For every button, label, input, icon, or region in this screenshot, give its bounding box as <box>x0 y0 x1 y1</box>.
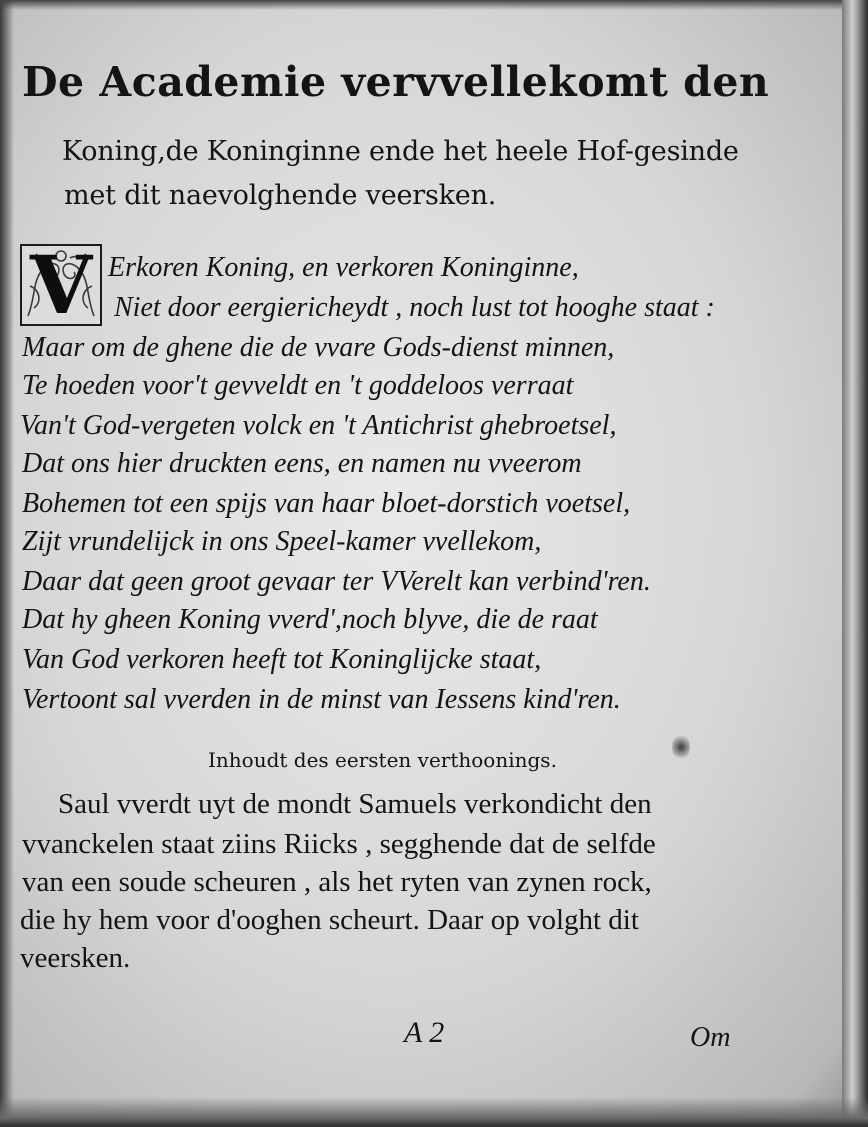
page-top-edge <box>0 0 868 10</box>
prose-line-3: van een soude scheuren , als het ryten van zynen rock, <box>22 866 652 898</box>
verse-line-10: Dat hy gheen Koning vverd',noch blyve, die de raat <box>22 604 598 635</box>
verse-line-3: Maar om de ghene die de vvare Gods-dienst minnen, <box>22 332 615 363</box>
verse-line-12: Vertoont sal vverden in de minst van Iessens kind'ren. <box>22 684 621 715</box>
verse-line-1: Erkoren Koning, en verkoren Koninginne, <box>108 252 579 283</box>
verse-line-5: Van't God-vergeten volck en 't Antichrist ghebroetsel, <box>20 410 617 441</box>
page-right-edge <box>842 0 868 1127</box>
verse-line-7: Bohemen tot een spijs van haar bloet-dorstich voetsel, <box>22 488 631 519</box>
section-heading: Inhoudt des eersten verthoonings. <box>208 748 557 772</box>
drop-cap-letter: V <box>29 244 93 326</box>
ink-stain <box>672 734 690 760</box>
prose-line-5: veersken. <box>20 942 131 974</box>
prose-line-1: Saul vverdt uyt de mondt Samuels verkondicht den <box>58 788 652 820</box>
subtitle-line-2: met dit naevolghende veersken. <box>64 180 497 211</box>
page-left-edge <box>0 0 14 1127</box>
page-title: De Academie vervvellekomt den <box>22 58 770 106</box>
drop-cap <box>20 244 102 326</box>
page-bottom-edge <box>0 1097 868 1127</box>
catchword: Om <box>690 1022 731 1053</box>
signature-mark: A 2 <box>404 1016 445 1049</box>
prose-line-2: vvanckelen staat ziins Riicks , segghende dat de selfde <box>22 828 656 860</box>
verse-line-8: Zijt vrundelijck in ons Speel-kamer vvellekom, <box>22 526 542 557</box>
verse-line-9: Daar dat geen groot gevaar ter VVerelt kan verbind'ren. <box>22 566 651 597</box>
prose-line-4: die hy hem voor d'ooghen scheurt. Daar op volght dit <box>20 904 639 936</box>
verse-line-2: Niet door eergiericheydt , noch lust tot hooghe staat : <box>114 292 715 323</box>
subtitle-line-1: Koning,de Koninginne ende het heele Hof-gesinde <box>62 136 739 167</box>
verse-line-6: Dat ons hier druckten eens, en namen nu vveerom <box>22 448 582 479</box>
verse-line-11: Van God verkoren heeft tot Koninglijcke staat, <box>22 644 542 675</box>
verse-line-4: Te hoeden voor't gevveldt en 't goddeloos verraat <box>22 370 574 401</box>
